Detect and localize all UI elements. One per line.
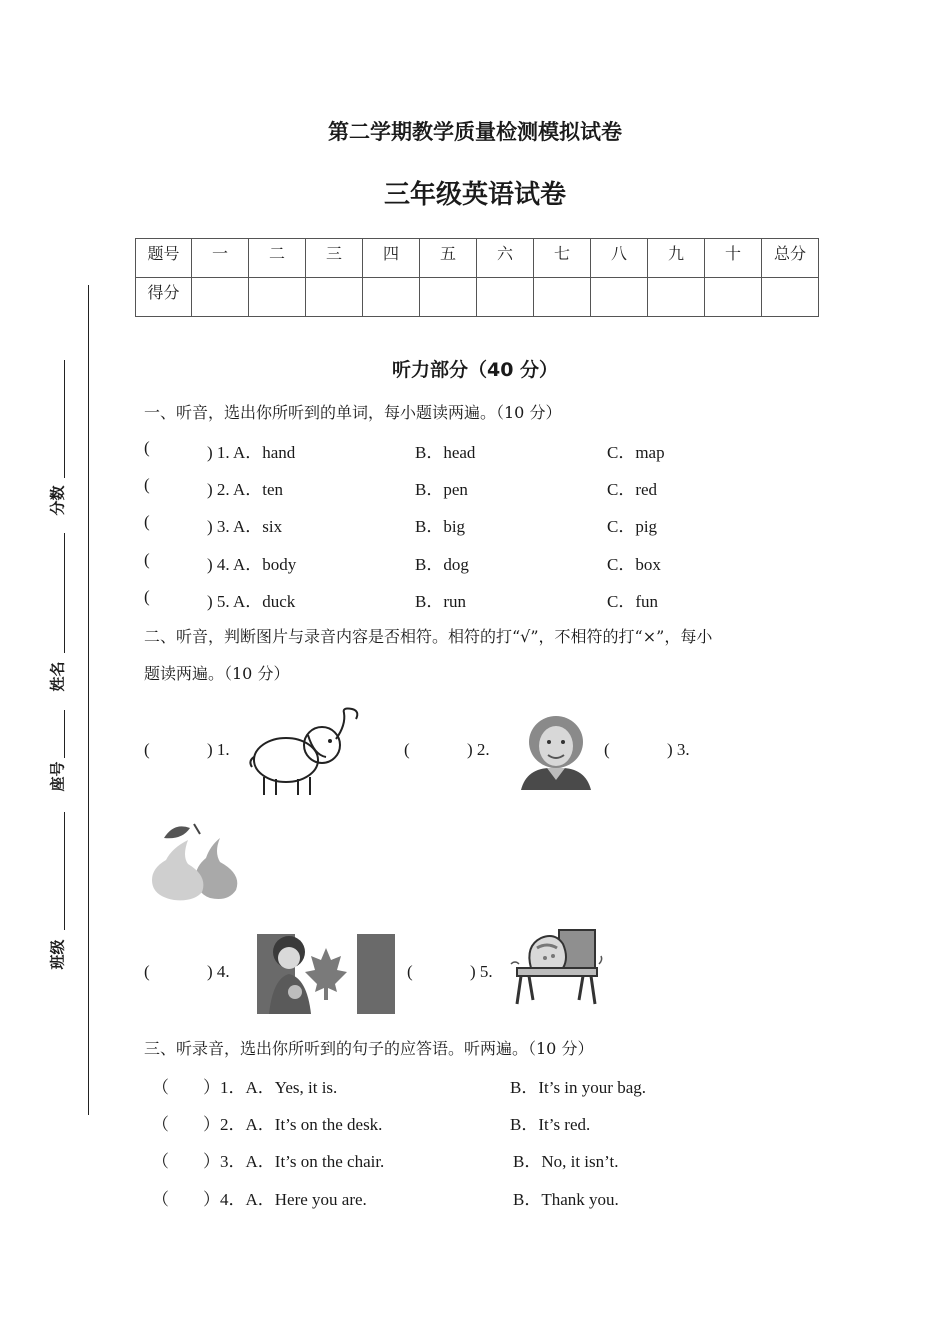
score-cell[interactable] [762, 278, 819, 317]
cell-header: 四 [363, 239, 420, 278]
option-b: B．run [415, 592, 466, 611]
cell-header: 五 [420, 239, 477, 278]
paren-open: ( [144, 962, 150, 981]
part2-item-2: ) 2. [467, 740, 490, 759]
name-rule [64, 533, 65, 653]
paren-open: ( [144, 740, 150, 759]
option-c: C．red [607, 480, 658, 499]
score-cell[interactable] [363, 278, 420, 317]
score-cell[interactable] [591, 278, 648, 317]
paren-open: ( [144, 475, 150, 494]
part2-item-3: ) 3. [667, 740, 690, 759]
part3-item-2: ）2．A．It’s on the desk. [203, 1115, 383, 1134]
side-label-seat: 座号 [48, 761, 67, 792]
option-b: B．big [415, 517, 466, 536]
option-b: B．No, it isn’t. [513, 1152, 619, 1171]
side-label-name: 姓名 [48, 661, 67, 692]
elephant-picture [244, 705, 364, 800]
score-table-header-row [136, 239, 819, 278]
bag-on-chair-picture [507, 924, 605, 1006]
part2-item-5: ) 5. [470, 962, 493, 981]
score-cell[interactable] [534, 278, 591, 317]
cell-header: 十 [705, 239, 762, 278]
score-table-score-row [136, 278, 819, 317]
class-rule [64, 812, 65, 930]
cell-header: 六 [477, 239, 534, 278]
grandmother-picture [517, 708, 595, 790]
option-b: B．Thank you. [513, 1190, 619, 1209]
exam-title: 第二学期教学质量检测模拟试卷 [328, 120, 622, 144]
cell-header: 总分 [762, 239, 819, 278]
paren-open: ( [144, 512, 150, 531]
score-cell[interactable] [192, 278, 249, 317]
paren-open: ( [604, 740, 610, 759]
paren-open: ( [144, 550, 150, 569]
paren-open: ( [144, 587, 150, 606]
part3-item-1: ）1．A．Yes, it is. [203, 1078, 338, 1097]
part3-item-3: ）3．A．It’s on the chair. [203, 1152, 385, 1171]
score-cell[interactable] [306, 278, 363, 317]
option-c: C．box [607, 555, 661, 574]
paren-open: （ [152, 1190, 169, 1209]
side-label-class: 班级 [48, 939, 67, 970]
option-c: C．fun [607, 592, 658, 611]
seat-rule [64, 710, 65, 758]
part1-title: 一、听音，选出你所听到的单词，每小题读两遍。（10 分） [144, 403, 562, 422]
part1-item-3: ) 3. A．six [207, 517, 283, 536]
cell-header: 八 [591, 239, 648, 278]
part1-item-5: ) 5. A．duck [207, 592, 296, 611]
paren-open: （ [152, 1115, 169, 1134]
option-b: B．It’s in your bag. [510, 1078, 646, 1097]
option-c: C．map [607, 443, 665, 462]
paren-open: （ [152, 1152, 169, 1171]
paren-open: （ [152, 1078, 169, 1097]
boy-canada-flag-picture [257, 934, 395, 1014]
cell-header: 七 [534, 239, 591, 278]
option-b: B．It’s red. [510, 1115, 591, 1134]
part1-item-2: ) 2. A．ten [207, 480, 284, 499]
score-table [135, 238, 819, 317]
cell-score-label: 得分 [136, 278, 192, 317]
cell-header: 题号 [136, 239, 192, 278]
paren-open: ( [404, 740, 410, 759]
part3-item-4: ）4．A．Here you are. [203, 1190, 367, 1209]
part2-item-1: ) 1. [207, 740, 230, 759]
exam-subtitle: 三年级英语试卷 [383, 180, 566, 210]
part1-item-4: ) 4. A．body [207, 555, 297, 574]
cell-header: 一 [192, 239, 249, 278]
option-b: B．pen [415, 480, 468, 499]
score-cell[interactable] [705, 278, 762, 317]
option-b: B．head [415, 443, 476, 462]
score-cell[interactable] [477, 278, 534, 317]
part1-item-1: ) 1. A．hand [207, 443, 296, 462]
paren-open: ( [144, 438, 150, 457]
option-c: C．pig [607, 517, 658, 536]
listening-heading: 听力部分（40 分） [391, 359, 559, 381]
pears-picture [148, 818, 246, 902]
option-b: B．dog [415, 555, 469, 574]
score-cell[interactable] [420, 278, 477, 317]
cell-header: 二 [249, 239, 306, 278]
side-label-score: 分数 [48, 485, 67, 516]
score-cell[interactable] [249, 278, 306, 317]
part2-title-line2: 题读两遍。（10 分） [144, 664, 290, 683]
cell-header: 九 [648, 239, 705, 278]
binding-line [88, 285, 89, 1115]
part2-item-4: ) 4. [207, 962, 230, 981]
score-cell[interactable] [648, 278, 705, 317]
paren-open: ( [407, 962, 413, 981]
cell-header: 三 [306, 239, 363, 278]
part3-title: 三、听录音，选出你所听到的句子的应答语。听两遍。（10 分） [144, 1039, 594, 1058]
part2-title-line1: 二、听音，判断图片与录音内容是否相符。相符的打“√”，不相符的打“×”，每小 [144, 627, 713, 646]
